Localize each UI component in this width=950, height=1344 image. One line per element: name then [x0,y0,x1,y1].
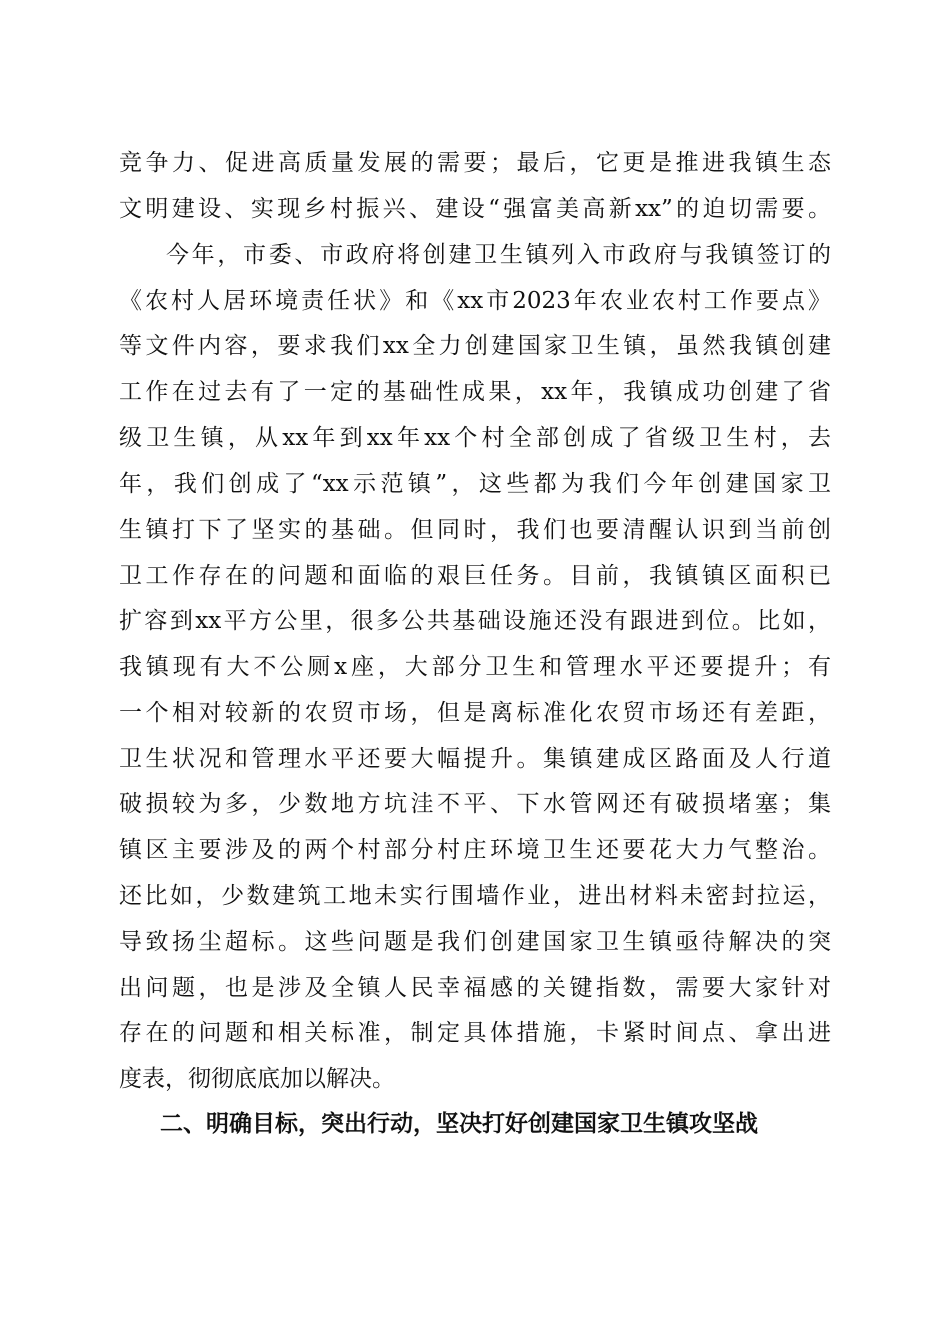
paragraph-line: 扩容到xx平方公里，很多公共基础设施还没有跟进到位。比如， [119,608,831,634]
paragraph-line: 文明建设、实现乡村振兴、建设“强富美高新xx”的迫切需要。 [119,196,831,222]
paragraph-line: 《农村人居环境责任状》和《xx市2023年农业农村工作要点》 [119,288,831,314]
paragraph-line: 存在的问题和相关标准，制定具体措施，卡紧时间点、拿出进 [119,1020,831,1046]
paragraph-line: 破损较为多，少数地方坑洼不平、下水管网还有破损堵塞；集 [119,791,831,817]
paragraph-line: 镇区主要涉及的两个村部分村庄环境卫生还要花大力气整治。 [119,837,831,863]
paragraph-line: 还比如，少数建筑工地未实行围墙作业，进出材料未密封拉运， [119,883,831,909]
paragraph-line: 今年，市委、市政府将创建卫生镇列入市政府与我镇签订的 [166,242,831,268]
paragraph-line: 卫生状况和管理水平还要大幅提升。集镇建成区路面及人行道 [119,746,831,772]
paragraph-line: 竞争力、促进高质量发展的需要；最后，它更是推进我镇生态 [119,150,831,176]
paragraph-line: 年，我们创成了“xx示范镇”，这些都为我们今年创建国家卫 [119,471,831,497]
paragraph-line: 出问题，也是涉及全镇人民幸福感的关键指数，需要大家针对 [119,975,831,1001]
paragraph-line: 等文件内容，要求我们xx全力创建国家卫生镇，虽然我镇创建 [119,333,831,359]
paragraph-line: 导致扬尘超标。这些问题是我们创建国家卫生镇亟待解决的突 [119,929,831,955]
paragraph-line: 生镇打下了坚实的基础。但同时，我们也要清醒认识到当前创 [119,517,831,543]
paragraph-line: 卫工作存在的问题和面临的艰巨任务。目前，我镇镇区面积已 [119,563,831,589]
paragraph-line: 级卫生镇，从xx年到xx年xx个村全部创成了省级卫生村，去 [119,425,831,451]
paragraph-line: 我镇现有大不公厕x座，大部分卫生和管理水平还要提升；有 [119,654,831,680]
section-heading: 二、明确目标，突出行动，坚决打好创建国家卫生镇攻坚战 [160,1111,758,1137]
paragraph-line: 一个相对较新的农贸市场，但是离标准化农贸市场还有差距， [119,700,831,726]
paragraph-line: 度表，彻彻底底加以解决。 [119,1066,395,1092]
paragraph-line: 工作在过去有了一定的基础性成果，xx年，我镇成功创建了省 [119,379,831,405]
